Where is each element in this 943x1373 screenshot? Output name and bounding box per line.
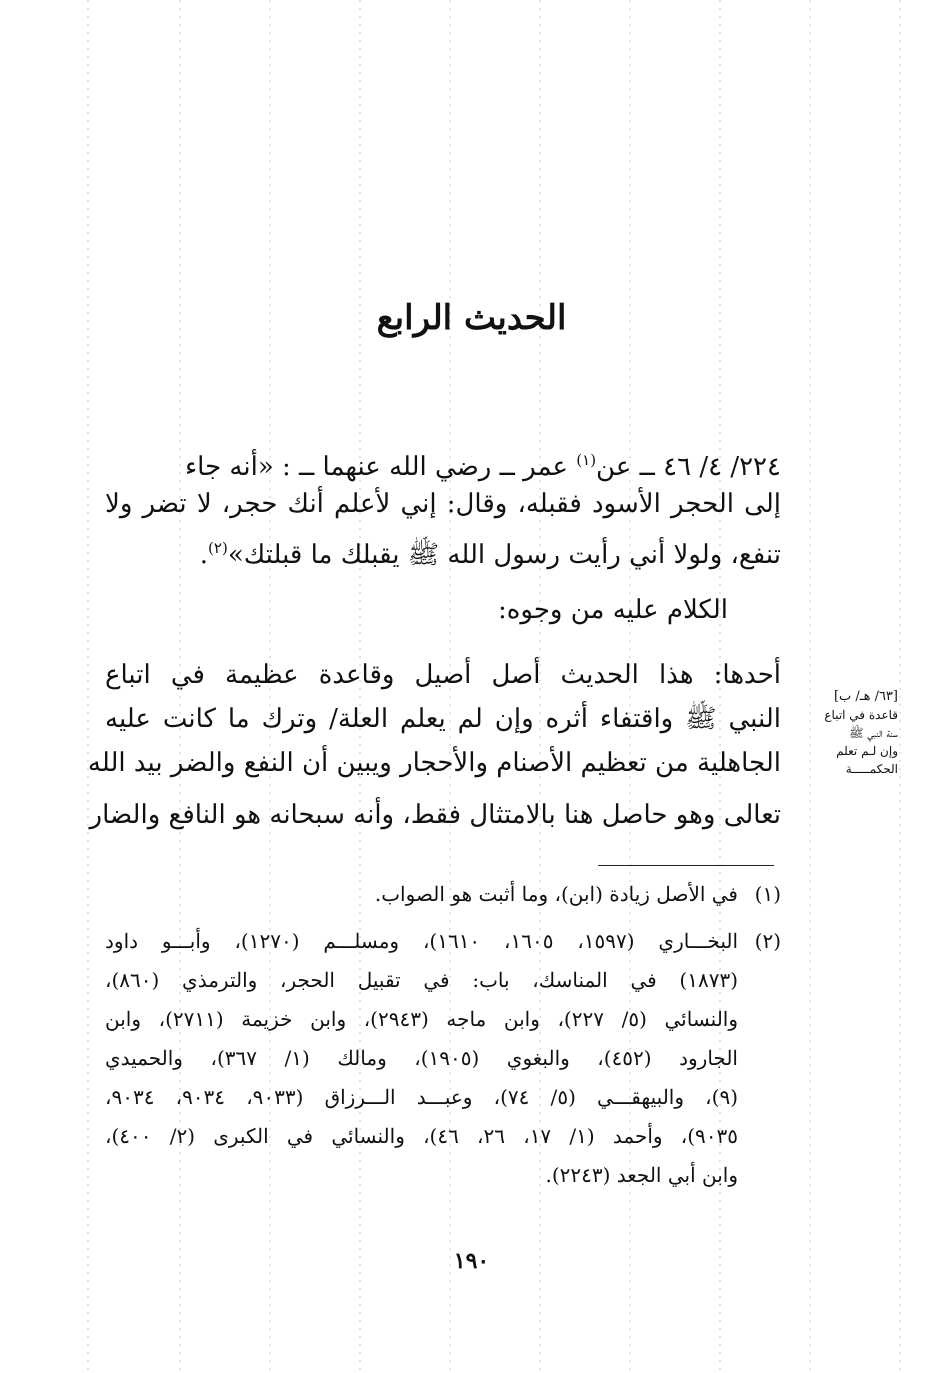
commentary-line-2: النبي ﷺ واقتفاء أثره وإن لم يعلم العلة/ وترك ما كانت عليه bbox=[105, 704, 781, 734]
footnote-separator bbox=[598, 865, 774, 866]
footnote-1-text: في الأصل زيادة (ابن)، وما أثبت هو الصواب. bbox=[374, 882, 738, 906]
footnote-2-line-3: والنسائي (٥/ ٢٢٧)، وابن ماجه (٢٩٤٣)، وابن خزيمة (٢٧١١)، وابن bbox=[105, 1007, 739, 1031]
chapter-title: الحديث الرابع bbox=[376, 298, 567, 338]
footnote-2-line-7: وابن أبي الجعد (٢٢٤٣). bbox=[545, 1163, 738, 1187]
page-number: ١٩٠ bbox=[453, 1248, 490, 1274]
margin-note bbox=[778, 688, 898, 778]
hadith-line-2: إلى الحجر الأسود فقبله، وقال: إني لأعلم أنك حجر، لا تضر ولا bbox=[105, 489, 781, 519]
commentary-line-3: الجاهلية من تعظيم الأصنام والأحجار ويبين أن النفع والضر بيد الله bbox=[87, 748, 781, 778]
footnote-2-line-2: (١٨٧٣) في المناسك، باب: في تقبيل الحجر، والترمذي (٨٦٠)، bbox=[105, 968, 738, 992]
footnote-2-number: (٢) bbox=[754, 929, 781, 953]
margin-note-ref: [٦٣/ هـ/ ب] bbox=[833, 689, 898, 704]
margin-note-line-3: وإن لـم تعلم bbox=[836, 744, 898, 758]
hadith-line-1-rest: عمر ــ رضي الله عنهما ــ : «أنه جاء bbox=[184, 452, 577, 482]
margin-note-line-1: قاعدة في اتباع bbox=[824, 708, 898, 722]
commentary-intro: الكلام عليه من وجوه: bbox=[498, 595, 728, 625]
footnote-ref-2: (٢) bbox=[208, 539, 228, 557]
margin-note-line-4: الحكمـــــة bbox=[845, 762, 898, 776]
footnote-2-line-6: ٩٠٣٥)، وأحمد (١/ ١٧، ٢٦، ٤٦)، والنسائي في الكبرى (٢/ ٤٠٠)، bbox=[105, 1124, 739, 1148]
hadith-line-3-text: تنفع، ولولا أني رأيت رسول الله ﷺ يقبلك ما قبلتك» bbox=[227, 540, 781, 570]
commentary-line-4: تعالى وهو حاصل هنا بالامتثال فقط، وأنه سبحانه هو النافع والضار bbox=[89, 800, 781, 830]
hadith-line-1 bbox=[105, 440, 781, 487]
footnote-2-line-5: (٩)، والبيهقـــي (٥/ ٧٤)، وعبـــد الـــرزاق (٩٠٣٣، ٩٠٣٤، ٩٠٣٤، bbox=[105, 1085, 738, 1109]
margin-note-line-2: سنة النبي ﷺ bbox=[849, 726, 898, 740]
hadith-line-1-start: ٢٢٤/ ٤/ ٤٦ ــ عن bbox=[596, 452, 781, 482]
footnote-2-line-4: الجارود (٤٥٢)، والبغوي (١٩٠٥)، ومالك (١/ ٣٦٧)، والحميدي bbox=[105, 1046, 738, 1070]
hadith-line-3: تنفع، ولولا أني رأيت رسول الله ﷺ يقبلك ما قبلتك»$^{(٢)}$. bbox=[199, 539, 781, 570]
footnote-ref-1: (١) bbox=[576, 451, 597, 469]
footnote-1-number: (١) bbox=[754, 882, 781, 906]
commentary-line-1: أحدها: هذا الحديث أصل أصيل وقاعدة عظيمة في اتباع bbox=[105, 660, 781, 690]
footnote-2-line-1: البخـــاري (١٥٩٧، ١٦٠٥، ١٦١٠)، ومسلـــم (١٢٧٠)، وأبـــو داود bbox=[105, 929, 739, 953]
